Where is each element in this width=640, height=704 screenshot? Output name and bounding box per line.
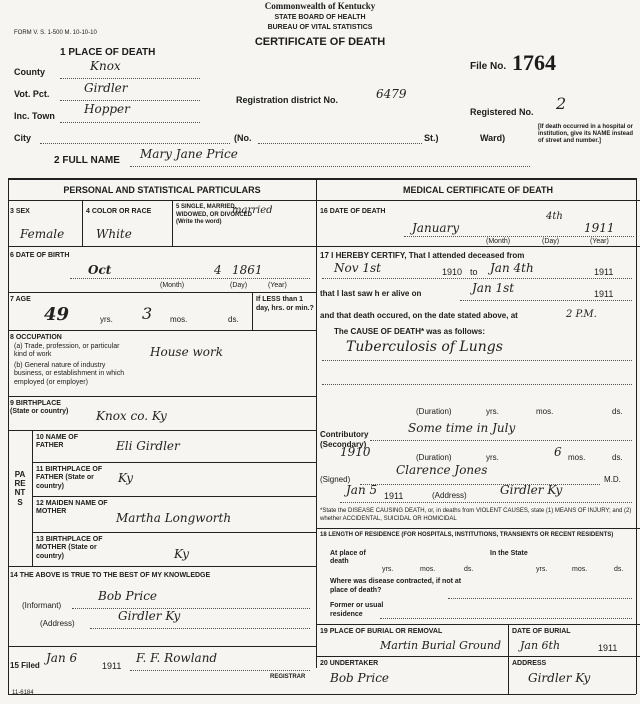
undertaker-address-value: Girdler Ky xyxy=(528,671,591,685)
attended-to-label: to xyxy=(470,267,478,277)
filed-label: 15 Filed xyxy=(10,661,40,670)
cause-yrs: yrs. xyxy=(486,407,499,416)
vot-pct-label: Vot. Pct. xyxy=(14,89,50,99)
age-label: 7 AGE xyxy=(10,296,31,303)
father-name-label: 10 NAME OF FATHER xyxy=(36,434,79,450)
contrib-yrs: yrs. xyxy=(486,453,499,462)
dob-year-caption: (Year) xyxy=(268,282,287,289)
dob-month: Oct xyxy=(88,263,112,277)
marital-label: 5 SINGLE, MARRIED, WIDOWED, OR DIVORCED (Write the word) xyxy=(176,204,252,225)
contributory-label: Contributory (Secondary) xyxy=(320,430,369,449)
inc-town-label: Inc. Town xyxy=(14,111,55,121)
mos-caption: mos. xyxy=(170,315,188,324)
dob-month-caption: (Month) xyxy=(160,282,185,289)
death-day-caption: (Day) xyxy=(542,238,560,245)
certify-label: 17 I HEREBY CERTIFY, That I attended deceased from xyxy=(320,251,525,260)
full-name-label: 2 FULL NAME xyxy=(54,155,120,166)
filed-date: Jan 6 xyxy=(46,651,78,665)
occupation-label: 8 OCCUPATION xyxy=(10,334,62,341)
burial-date-label: DATE OF BURIAL xyxy=(512,628,571,635)
occupation-a-label: (a) Trade, profession, or particular kind of work xyxy=(14,343,120,359)
form-number: FORM V. S. 1-500 M. 10-10-10 xyxy=(14,30,97,36)
in-state-label: In the State xyxy=(490,550,528,557)
mother-name-label: 12 MAIDEN NAME OF MOTHER xyxy=(36,500,108,516)
cause-value: Tuberculosis of Lungs xyxy=(346,339,503,355)
former-residence-label: Former or usual residence xyxy=(330,602,384,618)
filed-year: 1911 xyxy=(102,661,122,671)
signed-address-label: (Address) xyxy=(432,491,467,500)
inc-town-value: Hopper xyxy=(84,102,130,116)
undertaker-label: 20 UNDERTAKER xyxy=(320,660,379,667)
attended-to-year: 1911 xyxy=(594,267,614,277)
informant-attestation-label: 14 THE ABOVE IS TRUE TO THE BEST OF MY KNOWLEDGE xyxy=(10,572,211,579)
file-no-value: 1764 xyxy=(512,50,556,75)
attended-to: Jan 4th xyxy=(490,261,534,275)
undertaker-address-label: ADDRESS xyxy=(512,660,547,667)
full-name-value: Mary Jane Price xyxy=(140,147,238,161)
personal-section-title: PERSONAL AND STATISTICAL PARTICULARS xyxy=(63,185,261,195)
last-saw-year: 1911 xyxy=(594,289,614,299)
ward-label: Ward) xyxy=(480,133,506,143)
informant-caption: (Informant) xyxy=(22,601,62,610)
hospital-note: [If death occurred in a hospital or institution, give its NAME instead of street and number.] xyxy=(538,124,634,145)
registrar-signature: F. F. Rowland xyxy=(136,651,218,665)
footer-code: 11-6184 xyxy=(12,690,34,696)
age-months: 3 xyxy=(142,304,153,323)
dob-day-caption: (Day) xyxy=(230,282,248,289)
contracted-label: Where was disease contracted, if not at place of death? xyxy=(330,578,462,594)
less-than-day-label: If LESS than 1 day, hrs. or min.? xyxy=(256,296,314,312)
ds-caption: ds. xyxy=(228,315,239,324)
mother-birthplace-label: 13 BIRTHPLACE OF MOTHER (State or country) xyxy=(36,536,103,560)
death-month: January xyxy=(412,221,460,235)
reg-district-label: Registration district No. xyxy=(236,95,339,105)
sex-label: 3 SEX xyxy=(10,208,30,215)
res-place-mos: mos. xyxy=(420,566,436,573)
dob-day: 4 xyxy=(214,263,222,277)
informant-address-caption: (Address) xyxy=(40,619,75,628)
registered-no-value: 2 xyxy=(556,94,567,113)
res-state-yrs: yrs. xyxy=(536,566,548,573)
contributory-duration-year: 1910 xyxy=(340,445,371,459)
occupation-b-label: (b) General nature of industry business, or establishment in which employed (or employer) xyxy=(14,362,125,386)
contrib-mos: mos. xyxy=(568,453,586,462)
cause-duration-label: (Duration) xyxy=(416,407,452,416)
res-place-ds: ds. xyxy=(464,566,474,573)
cause-ds: ds. xyxy=(612,407,623,416)
burial-date-value: Jan 6th xyxy=(520,639,561,652)
res-place-yrs: yrs. xyxy=(382,566,394,573)
death-time: 2 P.M. xyxy=(566,309,597,320)
age-years: 49 xyxy=(44,304,70,325)
at-place-label: At place of death xyxy=(330,550,366,566)
death-occurred-label: and that death occured, on the date stated above, at xyxy=(320,311,518,320)
color-value: White xyxy=(96,227,132,241)
signed-label: (Signed) xyxy=(320,475,351,484)
last-saw-value: Jan 1st xyxy=(472,281,515,295)
burial-place-value: Martin Burial Ground xyxy=(380,639,501,652)
informant-value: Bob Price xyxy=(98,589,158,603)
res-state-mos: mos. xyxy=(572,566,588,573)
reg-district-value: 6479 xyxy=(376,87,407,101)
last-saw-label: that I last saw h er alive on xyxy=(320,289,422,298)
residence-label: 18 LENGTH OF RESIDENCE (FOR HOSPITALS, INSTITUTIONS, TRANSIENTS OR RECENT RESIDENTS) xyxy=(320,532,614,538)
res-state-ds: ds. xyxy=(614,566,624,573)
burial-year: 1911 xyxy=(598,643,618,653)
dob-label: 6 DATE OF BIRTH xyxy=(10,252,70,259)
file-no-label: File No. xyxy=(470,61,507,72)
informant-address-value: Girdler Ky xyxy=(118,609,181,623)
contributory-duration-mos: 6 xyxy=(554,445,562,459)
state-heading: Commonwealth of Kentucky xyxy=(264,1,376,11)
dob-year: 1861 xyxy=(232,263,263,277)
death-year: 1911 xyxy=(584,221,615,235)
md-label: M.D. xyxy=(604,475,621,484)
board-heading: STATE BOARD OF HEALTH xyxy=(274,14,366,21)
sex-value: Female xyxy=(20,227,65,241)
city-label: City xyxy=(14,133,32,143)
attended-from-year: 1910 xyxy=(442,267,463,277)
occupation-value: House work xyxy=(150,345,223,359)
medical-section-title: MEDICAL CERTIFICATE OF DEATH xyxy=(403,185,553,195)
contributory-value: Some time in July xyxy=(408,421,516,435)
yrs-caption: yrs. xyxy=(100,315,113,324)
physician-signature: Clarence Jones xyxy=(396,463,488,477)
burial-place-label: 19 PLACE OF BURIAL OR REMOVAL xyxy=(320,628,443,635)
place-of-death-title: 1 PLACE OF DEATH xyxy=(60,47,156,58)
county-label: County xyxy=(14,67,45,77)
certificate-title: CERTIFICATE OF DEATH xyxy=(254,36,386,48)
county-value: Knox xyxy=(90,59,121,73)
undertaker-value: Bob Price xyxy=(330,671,390,685)
registered-no-label: Registered No. xyxy=(470,107,534,117)
father-birthplace-value: Ky xyxy=(118,471,133,485)
attended-from: Nov 1st xyxy=(334,261,381,275)
cause-label: The CAUSE OF DEATH* was as follows: xyxy=(334,327,485,336)
death-year-caption: (Year) xyxy=(590,238,609,245)
date-of-death-label: 16 DATE OF DEATH xyxy=(320,208,386,215)
mother-birthplace-value: Ky xyxy=(174,547,189,561)
st-label: St.) xyxy=(424,133,439,143)
father-name-value: Eli Girdler xyxy=(116,439,180,453)
death-day: 4th xyxy=(546,211,563,222)
cause-footnote: *State the DISEASE CAUSING DEATH, or, in deaths from VIOLENT CAUSES, state (1) MEANS OF INJURY; and (2) whether ACCIDENTAL, SUICIDAL OR HOMICIDAL xyxy=(320,508,632,522)
parents-label: PARENTS xyxy=(14,470,26,507)
death-month-caption: (Month) xyxy=(486,238,511,245)
birthplace-label: 9 BIRTHPLACE (State or country) xyxy=(10,400,69,416)
registrar-caption: REGISTRAR xyxy=(270,674,306,680)
mother-name-value: Martha Longworth xyxy=(116,511,232,525)
vot-pct-value: Girdler xyxy=(84,81,128,95)
birthplace-value: Knox co. Ky xyxy=(96,409,167,423)
father-birthplace-label: 11 BIRTHPLACE OF FATHER (State or country) xyxy=(36,466,103,490)
signed-year: 1911 xyxy=(384,491,404,501)
contrib-ds: ds. xyxy=(612,453,623,462)
signed-address-value: Girdler Ky xyxy=(500,483,563,497)
color-label: 4 COLOR OR RACE xyxy=(86,208,152,215)
bureau-heading: BUREAU OF VITAL STATISTICS xyxy=(267,24,373,31)
cause-mos: mos. xyxy=(536,407,554,416)
signed-date: Jan 5 xyxy=(346,483,378,497)
contrib-duration-label: (Duration) xyxy=(416,453,452,462)
marital-value: married xyxy=(232,205,273,216)
no-label: (No. xyxy=(234,133,252,143)
